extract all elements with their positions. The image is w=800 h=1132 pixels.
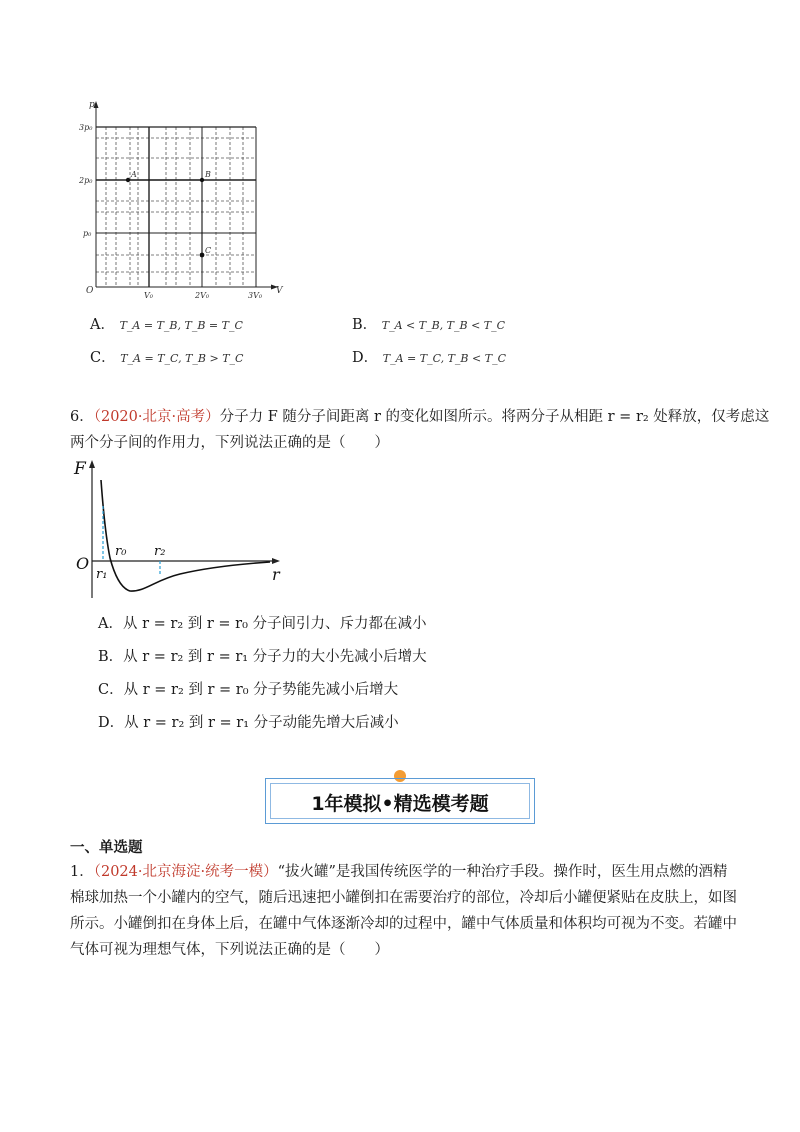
banner-title: 1年模拟•精选模考题 <box>311 793 489 815</box>
pv-grid <box>96 127 256 287</box>
fr-r2-label: r₂ <box>154 544 166 559</box>
point-c-marker <box>200 253 205 258</box>
pv-origin-label: O <box>86 286 94 296</box>
q5-option-d[interactable] <box>352 348 506 369</box>
q6-option-d-letter: D． <box>98 715 125 731</box>
q5-option-d-letter: D． <box>352 350 379 366</box>
fr-x-label: r <box>272 565 280 584</box>
pv-p-tick-2: 2p₀ <box>79 176 93 185</box>
q5-option-b-text: T_A < T_B, T_B < T_C <box>381 319 506 332</box>
q6-option-c-letter: C． <box>98 682 124 698</box>
point-b-marker <box>200 178 204 182</box>
pv-v-tick-1: V₀ <box>144 291 153 300</box>
q1-line4: 气体可视为理想气体，下列说法正确的是（ ） <box>70 942 389 958</box>
pv-point-b-label: B <box>205 170 211 179</box>
q5-option-c-letter: C． <box>90 350 116 366</box>
q1-number: 1． <box>70 864 94 880</box>
q5-option-d-text: T_A = T_C, T_B < T_C <box>382 352 506 365</box>
pv-p-tick-3: 3p₀ <box>79 123 93 132</box>
pv-point-c-label: C <box>205 246 212 255</box>
pv-p-tick-1: p₀ <box>83 229 92 238</box>
fr-origin-label: O <box>76 554 90 573</box>
fr-r0-label: r₀ <box>115 544 127 559</box>
pv-point-a-label: A <box>131 170 137 179</box>
q5-option-a-text: T_A = T_B, T_B = T_C <box>119 319 243 332</box>
q6-option-a[interactable] <box>98 614 427 634</box>
q5-option-c-text: T_A = T_C, T_B > T_C <box>120 352 244 365</box>
fr-graph <box>70 458 290 603</box>
q6-option-b-letter: B． <box>98 649 124 665</box>
fr-r1-label: r₁ <box>96 567 108 582</box>
pv-v-tick-3: 3V₀ <box>248 291 263 300</box>
q6-option-c-text: 从 r = r₂ 到 r = r₀ 分子势能先减小后增大 <box>123 682 399 698</box>
q5-option-c[interactable] <box>90 348 243 369</box>
q6-option-a-letter: A． <box>98 616 123 632</box>
q6-option-b-text: 从 r = r₂ 到 r = r₁ 分子力的大小先减小后增大 <box>123 649 427 665</box>
pv-v-tick-2: 2V₀ <box>195 291 210 300</box>
q6-number: 6． <box>70 409 94 425</box>
pv-graph <box>78 95 288 305</box>
fr-y-label: F <box>74 459 86 479</box>
q5-option-a-letter: A． <box>90 317 115 333</box>
q6-source: （2020·北京·高考） <box>93 409 220 425</box>
pv-v-axis-label: V <box>276 286 283 296</box>
q6-option-b[interactable] <box>98 647 427 667</box>
q6-option-c[interactable] <box>98 680 398 700</box>
q6-line1 <box>70 407 769 427</box>
q5-option-a[interactable] <box>90 315 243 336</box>
section-heading: 一、单选题 <box>70 839 143 856</box>
fr-curve <box>101 480 270 591</box>
q6-line2: 两个分子间的作用力，下列说法正确的是（ ） <box>70 435 389 451</box>
q6-option-d[interactable] <box>98 713 399 733</box>
q5-option-b[interactable] <box>352 315 505 336</box>
pv-p-axis-label: p <box>89 100 95 110</box>
q5-option-b-letter: B． <box>352 317 378 333</box>
q6-option-d-text: 从 r = r₂ 到 r = r₁ 分子动能先增大后减小 <box>124 715 399 731</box>
q1-line1-text: “拔火罐”是我国传统医学的一种治疗手段。操作时，医生用点燃的酒精 <box>277 864 728 880</box>
point-a-marker <box>126 178 130 182</box>
q1-line3: 所示。小罐倒扣在身体上后，在罐中气体逐渐冷却的过程中，罐中气体质量和体积均可视为不变。若罐中 <box>70 916 737 932</box>
q1-source: （2024·北京海淀·统考一模） <box>93 864 278 880</box>
q1-line2: 棉球加热一个小罐内的空气，随后迅速把小罐倒扣在需要治疗的部位，冷却后小罐便紧贴在皮肤上，如图 <box>70 890 737 906</box>
section-banner <box>265 778 535 824</box>
q6-line1-text: 分子力 F 随分子间距离 r 的变化如图所示。将两分子从相距 r = r₂ 处释放，仅考虑这 <box>219 409 770 425</box>
q6-option-a-text: 从 r = r₂ 到 r = r₀ 分子间引力、斥力都在减小 <box>122 616 427 632</box>
q1-line1 <box>70 862 727 882</box>
